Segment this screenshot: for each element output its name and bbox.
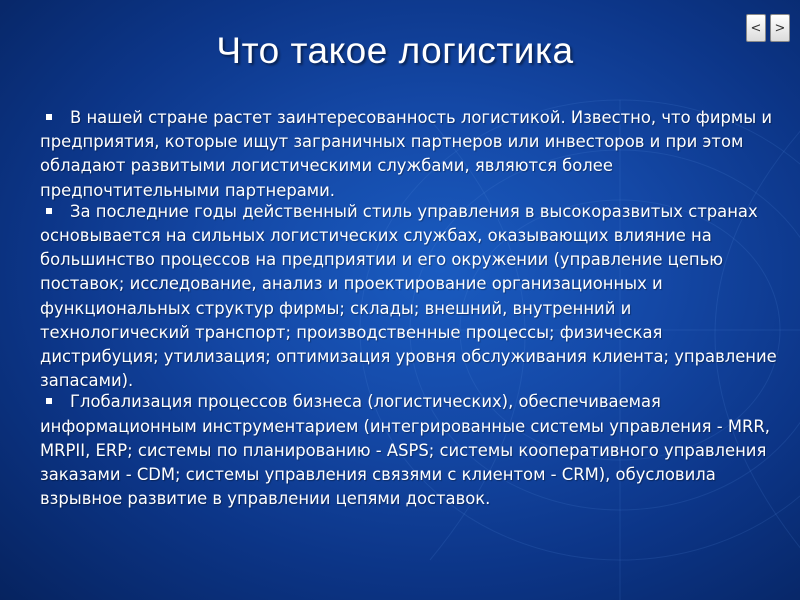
bullet-square-icon [46, 114, 52, 120]
bullet-square-icon [46, 398, 52, 404]
next-slide-button[interactable]: > [770, 14, 790, 42]
bullet-paragraph [40, 200, 780, 394]
slide-body [40, 106, 780, 508]
bullet-text: Глобализация процессов бизнеса (логистических), обеспечиваемая информационным инструментарием (интегрированные системы управления - MRR, MRPII, ERP; системы по планированию - ASPS; системы кооперативного управления заказами - CDM; системы управления связями с клиентом - CRM), обусловила взрывное развитие в управлении цепями доставок. [40, 392, 770, 509]
bullet-text: В нашей стране растет заинтересованность логистикой. Известно, что фирмы и предприятия, которые ищут заграничных партнеров или инвесторов и при этом обладают развитыми логистическими службами, являются более предпочтительными партнерами. [40, 108, 773, 200]
prev-slide-button[interactable]: < [746, 14, 766, 42]
slide-title: Что такое логистика [216, 30, 574, 71]
bullet-paragraph [40, 390, 780, 511]
bullet-paragraph [40, 106, 780, 203]
bullet-text: За последние годы действенный стиль управления в высокоразвитых странах основывается на сильных логистических службах, оказывающих влияние на большинство процессов на предприятии и его окружении (управление цепью поставок; исследование, анализ и проектирование организационных и функциональных структур фирмы; склады; внешний, внутренний и технологический транспорт; производственные процессы; физическая дистрибуция; утилизация; оптимизация уровня обслуживания клиента; управление запасами). [40, 201, 777, 391]
bullet-square-icon [46, 208, 52, 214]
